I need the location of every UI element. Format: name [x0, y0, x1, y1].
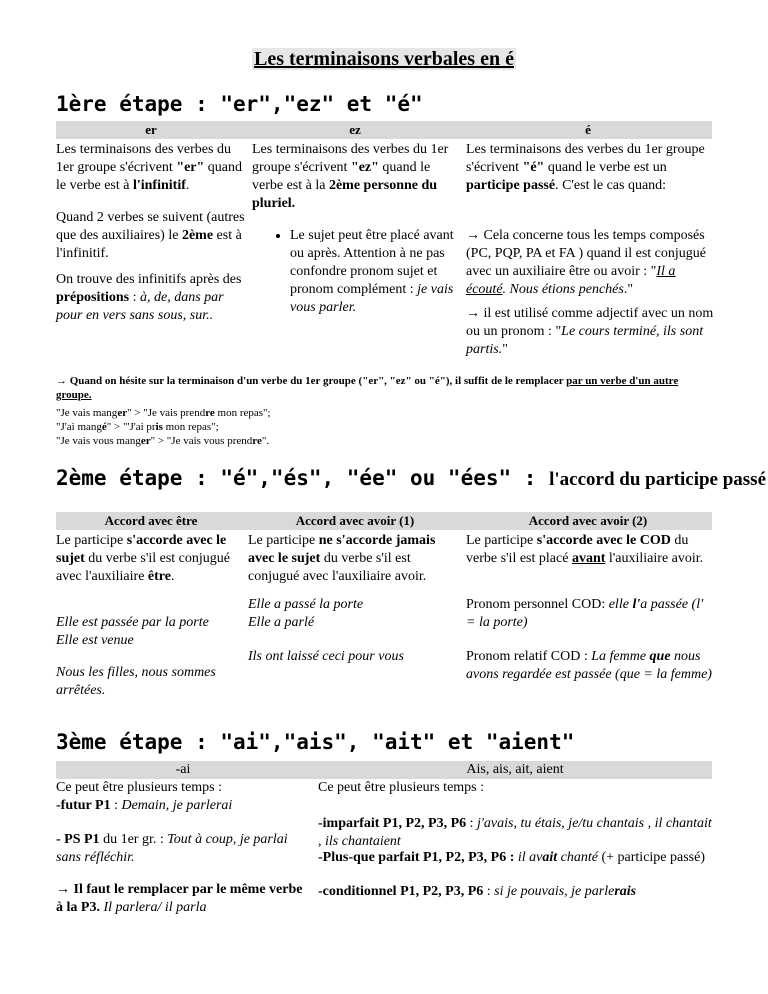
etre-example-1: Elle est passée par la porte Elle est venue: [56, 615, 209, 648]
header-e: é: [585, 122, 591, 137]
header-avoir-2: Accord avec avoir (2): [528, 513, 648, 528]
header-ez: ez: [349, 122, 361, 137]
avoir1-example-2: Ils ont laissé ceci pour vous: [248, 649, 404, 664]
er-prepositions: On trouve des infinitifs après des prépositions : à, de, dans par pour en vers sans sous, sur..: [56, 272, 242, 323]
header-avoir-1: Accord avec avoir (1): [295, 513, 415, 528]
step3-heading: 3ème étape : "ai","ais", "ait" et "aient": [56, 730, 575, 754]
etre-example-2: Nous les filles, nous sommes arrêtées.: [56, 665, 216, 698]
e-compound-tenses: → Cela concerne tous les temps composés (PC, PQP, PA et FA ) quand il est conjugué avec un auxiliaire être ou avoir : "Il a écouté. Nous étions penchés.": [466, 228, 706, 297]
ai-passe-simple: - PS P1 du 1er gr. : Tout à coup, je parlai sans réfléchir.: [56, 832, 288, 865]
ais-imparfait: -imparfait P1, P2, P3, P6 : j'avais, tu étais, je/tu chantais , il chantait , ils chantaient: [318, 816, 712, 849]
header-ais: Ais, ais, ait, aient: [466, 762, 564, 777]
example-3: "Je vais vous manger" > "Je vais vous prendre".: [56, 435, 270, 447]
ez-definition: Les terminaisons des verbes du 1er groupe s'écrivent "ez" quand le verbe est à la 2ème personne du pluriel.: [252, 142, 449, 211]
ai-intro: Ce peut être plusieurs temps :: [56, 780, 223, 795]
hesitation-tip: → Quand on hésite sur la terminaison d'un verbe du 1er groupe ("er", "ez" ou "é"), il suffit de le remplacer par un verbe d'un autre groupe.: [56, 375, 679, 401]
etre-rule: Le participe s'accorde avec le sujet du verbe s'il est conjugué avec l'auxiliaire être.: [56, 533, 230, 584]
ai-futur: -futur P1 : Demain, je parlerai: [56, 798, 233, 813]
header-er: er: [145, 122, 157, 137]
ais-intro: Ce peut être plusieurs temps :: [318, 780, 485, 795]
avoir2-rule: Le participe s'accorde avec le COD du verbe s'il est placé avant l'auxiliaire avoir.: [466, 533, 704, 566]
avoir2-example-2: Pronom relatif COD : La femme que nous avons regardée est passée (que = la femme): [466, 649, 712, 682]
example-1: "Je vais manger" > "Je vais prendre mon repas";: [56, 407, 271, 419]
er-two-verbs: Quand 2 verbes se suivent (autres que des auxiliaires) le 2ème est à l'infinitif.: [56, 210, 245, 261]
example-2: "J'ai mangé" > "'J'ai pris mon repas";: [56, 421, 219, 433]
avoir1-example-1: Elle a passé la porte Elle a parlé: [248, 597, 364, 630]
er-definition: Les terminaisons des verbes du 1er groupe s'écrivent "er" quand le verbe est à l'infinitif.: [56, 142, 243, 193]
e-adjective: → il est utilisé comme adjectif avec un nom ou un pronom : "Le cours terminé, ils sont partis.": [466, 306, 714, 357]
ais-plus-que-parfait: -Plus-que parfait P1, P2, P3, P6 : il avait chanté (+ participe passé): [318, 850, 706, 865]
header-ai: -ai: [175, 762, 191, 777]
step1-heading: 1ère étape : "er","ez" et "é": [56, 92, 423, 116]
e-definition: Les terminaisons des verbes du 1er groupe s'écrivent "é" quand le verbe est un participe passé. C'est le cas quand:: [466, 142, 705, 193]
ai-tip: → Il faut le remplacer par le même verbe à la P3. Il parlera/ il parla: [56, 882, 303, 915]
avoir1-rule: Le participe ne s'accorde jamais avec le sujet du verbe s'il est conjugué avec l'auxiliaire avoir.: [248, 533, 436, 584]
header-etre: Accord avec être: [104, 513, 198, 528]
avoir2-example-1: Pronom personnel COD: elle l'a passée (l' = la porte): [466, 597, 704, 630]
ez-subject-note: • Le sujet peut être placé avant ou après. Attention à ne pas confondre pronom sujet et pronom complément : je vais vous parler.: [252, 227, 460, 317]
step2-heading: 2ème étape : "é","és", "ée" ou "ées" : l'accord du participe passé: [56, 466, 767, 490]
page-title: Les terminaisons verbales en é: [254, 48, 514, 70]
ais-conditionnel: -conditionnel P1, P2, P3, P6 : si je pouvais, je parlerais: [318, 884, 637, 899]
